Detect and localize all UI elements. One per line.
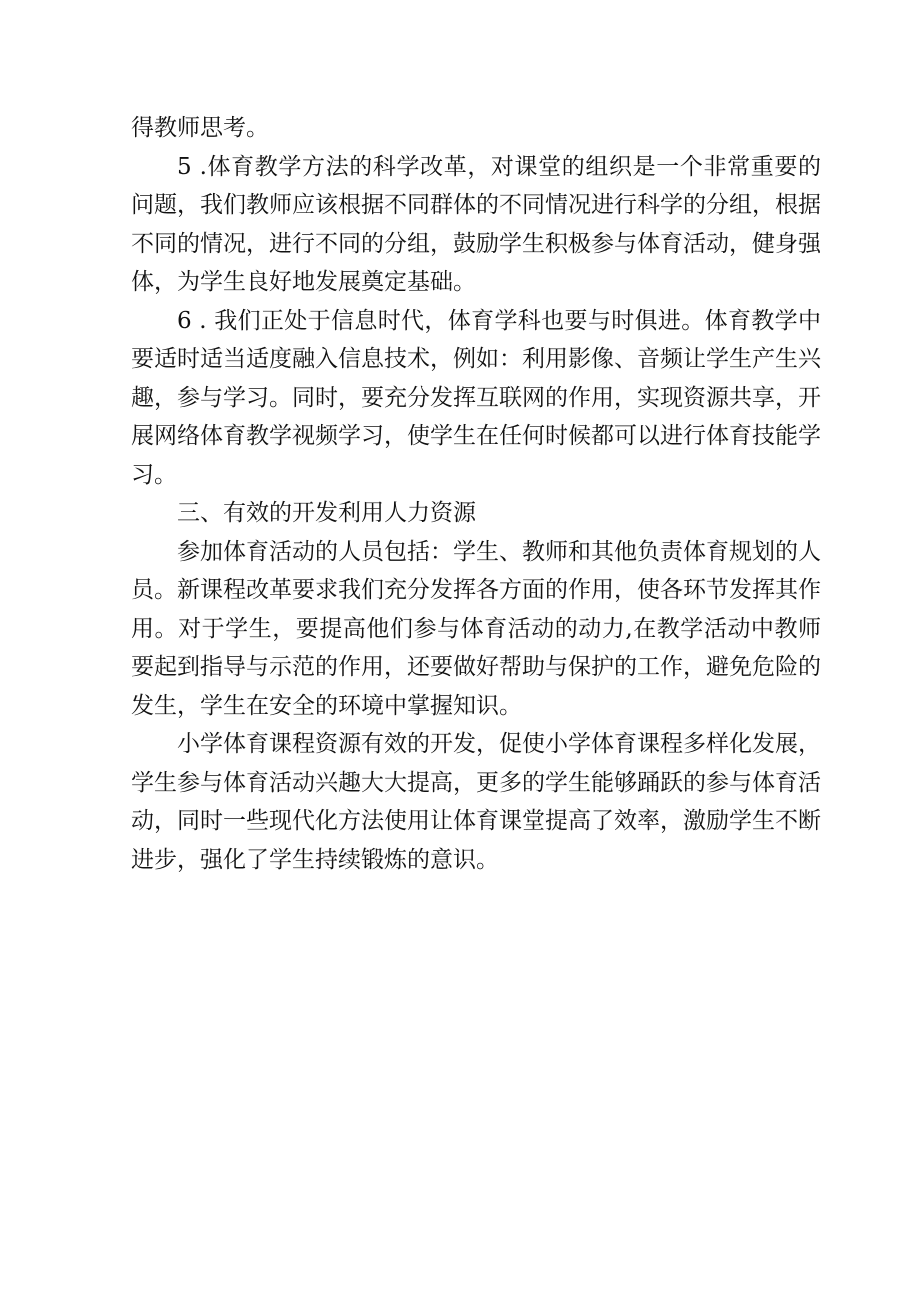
- paragraph-item-5: 5 .体育教学方法的科学改革，对课堂的组织是一个非常重要的问题，我们教师应该根据不同群体的不同情况进行科学的分组，根据不同的情况，进行不同的分组，鼓励学生积极参与体育活动，健身强体，为学生良好地发展奠定基础。: [131, 153, 821, 295]
- section-heading-3: 三、有效的开发利用人力资源: [177, 500, 476, 526]
- document-body: [131, 109, 821, 879]
- paragraph-participants: 参加体育活动的人员包括：学生、教师和其他负责体育规划的人员。新课程改革要求我们充分发挥各方面的作用，使各环节发挥其作用。对于学生，要提高他们参与体育活动的动力,在教学活动中教师要起到指导与示范的作用，还要做好帮助与保护的工作，避免危险的发生，学生在安全的环境中掌握知识。: [131, 538, 821, 719]
- paragraph-item-6: 6 . 我们正处于信息时代，体育学科也要与时俱进。体育教学中要适时适当适度融入信息技术，例如：利用影像、音频让学生产生兴趣，参与学习。同时，要充分发挥互联网的作用，实现资源共享，开展网络体育教学视频学习，使学生在任何时候都可以进行体育技能学习。: [131, 307, 821, 488]
- paragraph-continuation: 得教师思考。: [131, 115, 269, 141]
- paragraph-conclusion: 小学体育课程资源有效的开发，促使小学体育课程多样化发展，学生参与体育活动兴趣大大提高，更多的学生能够踊跃的参与体育活动，同时一些现代化方法使用让体育课堂提高了效率，激励学生不断进步，强化了学生持续锻炼的意识。: [131, 731, 821, 873]
